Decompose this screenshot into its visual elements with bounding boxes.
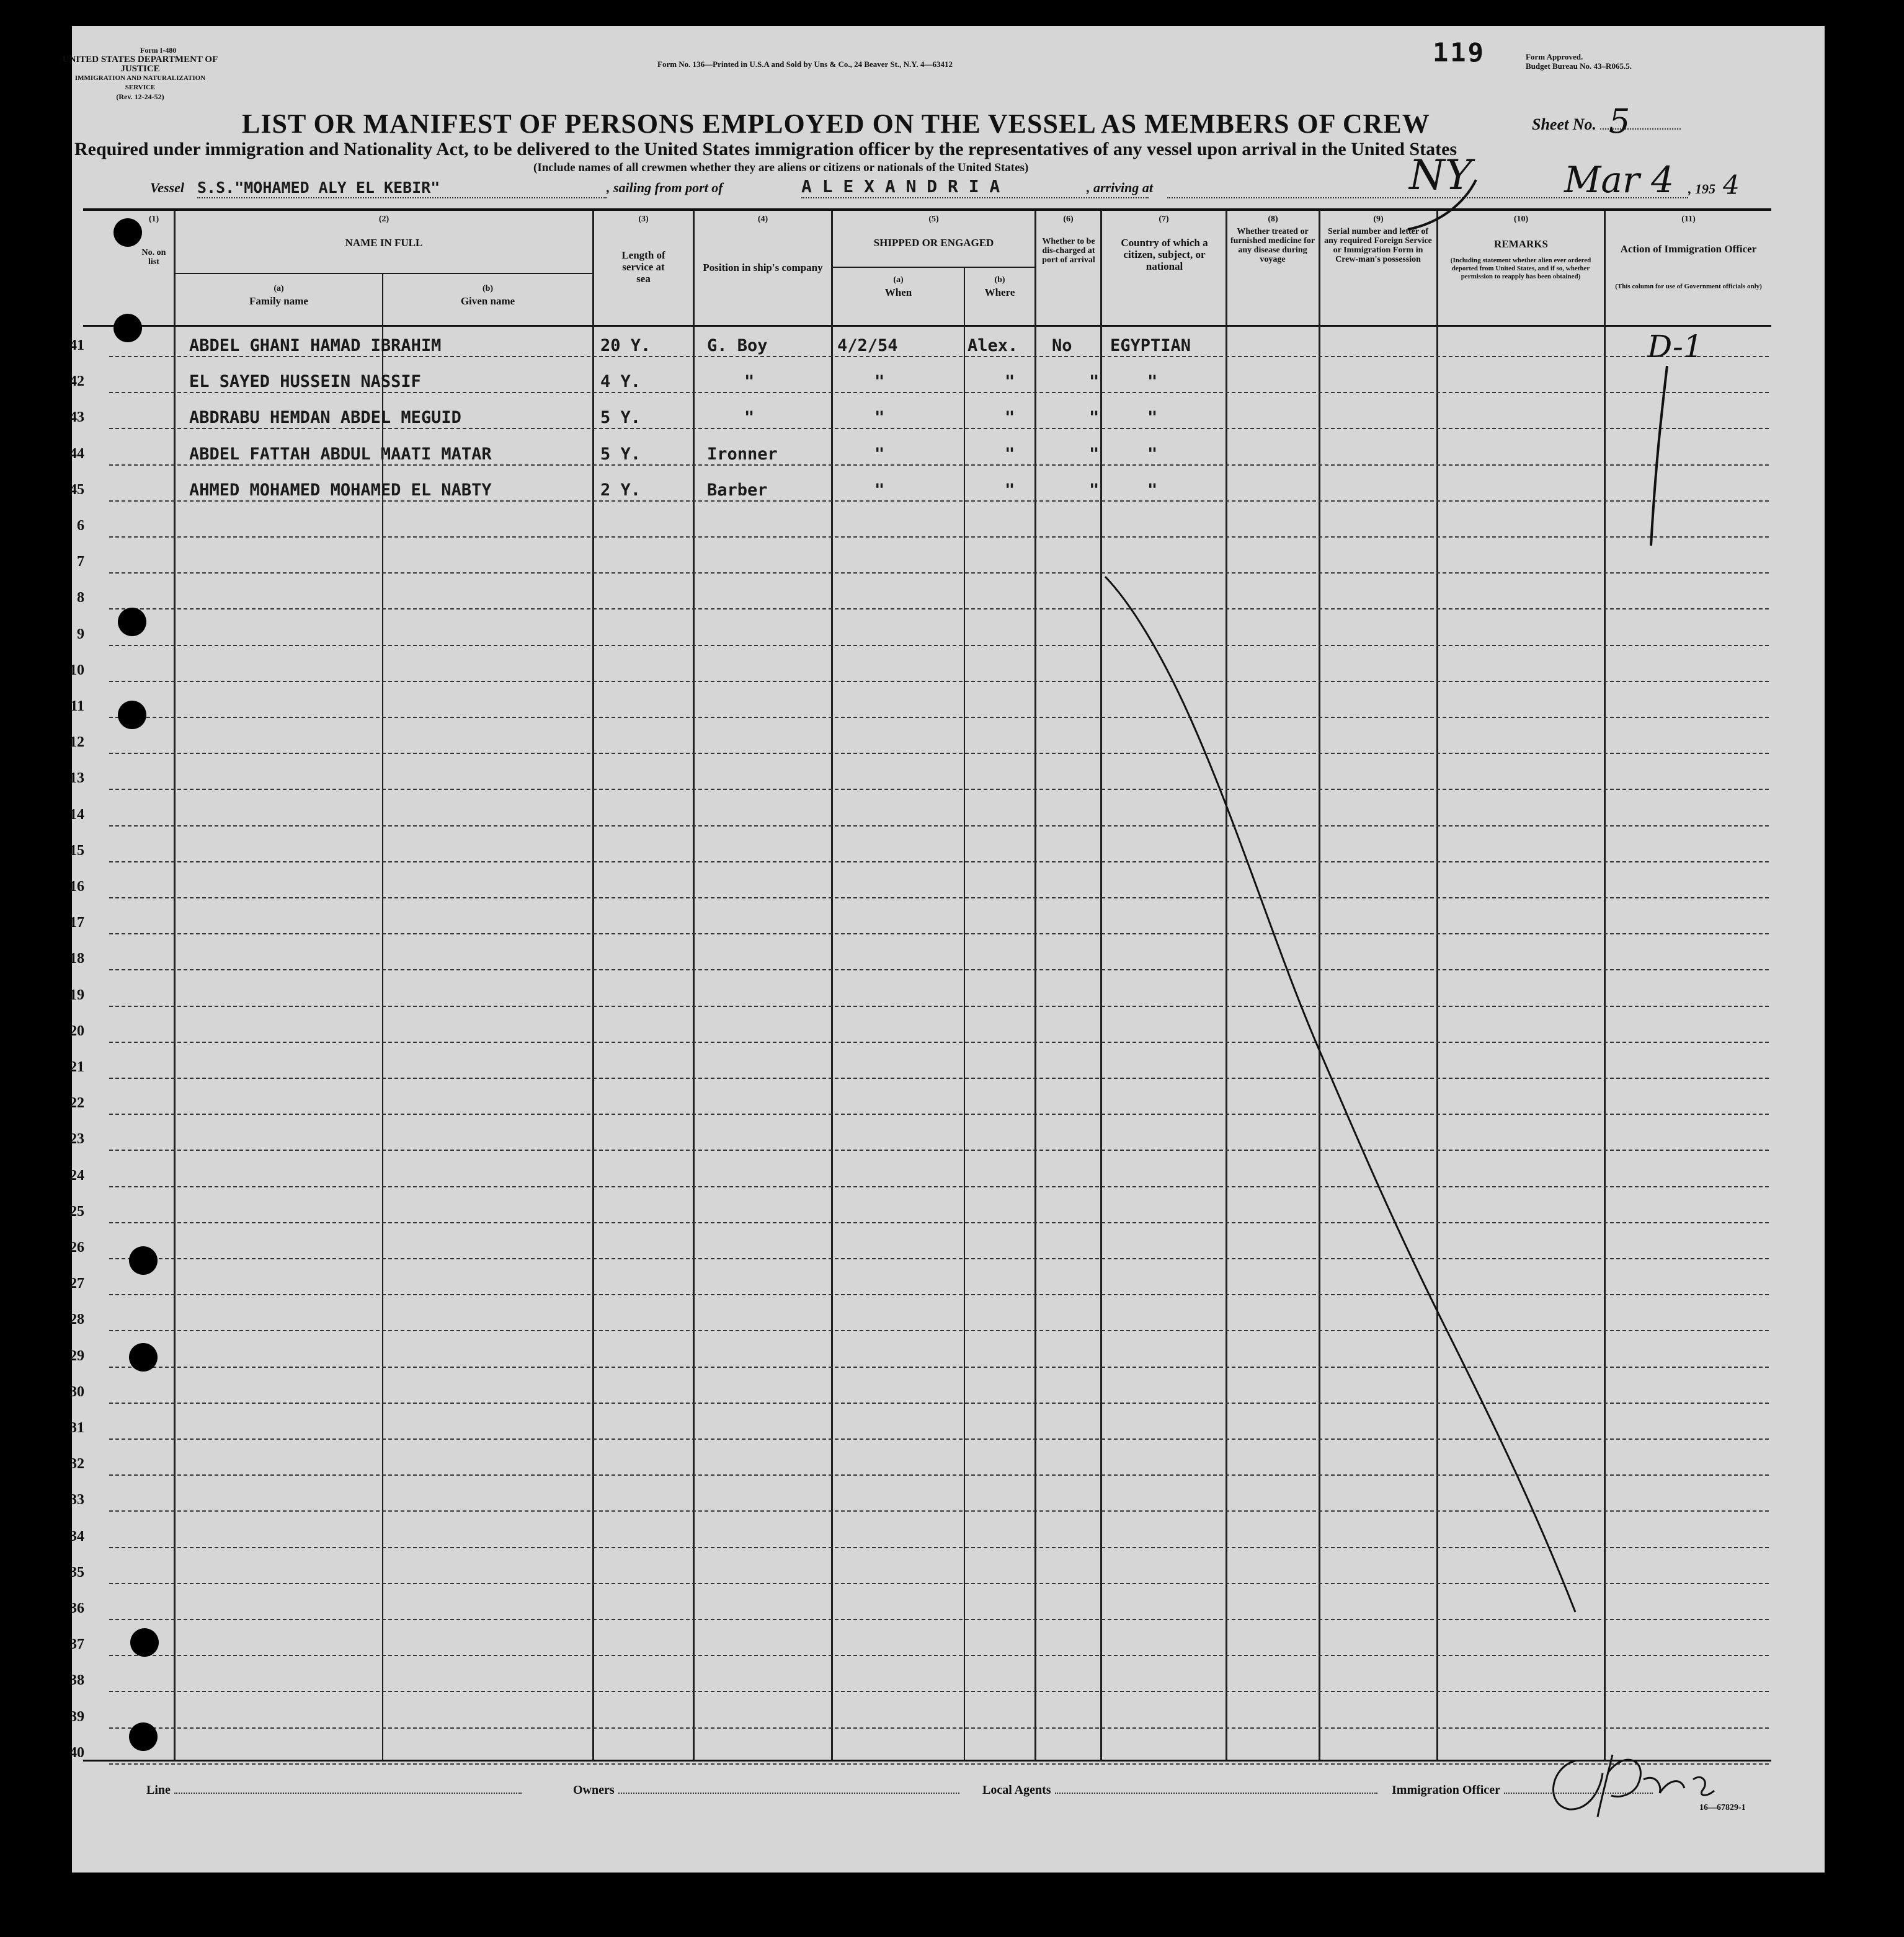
row-rule-line bbox=[109, 500, 1769, 502]
col-11-subnote: (This column for use of Government officials only) bbox=[1615, 283, 1762, 290]
col-5b-header: Where bbox=[984, 286, 1015, 298]
row-number: 14 bbox=[69, 806, 84, 823]
engaged-where: " bbox=[1005, 408, 1015, 428]
arrival-date: Mar 4 bbox=[1564, 159, 1675, 201]
row-number: 33 bbox=[69, 1492, 84, 1509]
sheet-number-field bbox=[1532, 102, 1730, 141]
punch-hole bbox=[129, 1722, 158, 1751]
row-number: 31 bbox=[69, 1420, 84, 1436]
service-length: 5 Y. bbox=[600, 408, 641, 428]
col-7-number: (7) bbox=[1159, 215, 1169, 224]
discharged-flag: " bbox=[1089, 480, 1100, 500]
crew-name: ABDEL FATTAH ABDUL MAATI MATAR bbox=[189, 444, 492, 464]
row-number: 44 bbox=[69, 445, 84, 462]
form-code: 16—67829-1 bbox=[1699, 1803, 1746, 1812]
row-rule-line bbox=[109, 1727, 1769, 1729]
legal-requirement: Required under immigration and Nationality Act, to be delivered to the United States immigration officer by the representatives of any vessel upon arrival in the United States bbox=[74, 139, 1457, 159]
col-6-header: Whether to be dis-charged at port of arrival bbox=[1042, 237, 1095, 265]
col-2-header: NAME IN FULL bbox=[345, 237, 423, 249]
service-length: 5 Y. bbox=[600, 444, 641, 464]
row-number: 21 bbox=[69, 1059, 84, 1075]
row-number: 11 bbox=[70, 698, 84, 714]
col-4-number: (4) bbox=[757, 215, 768, 224]
col-2-number: (2) bbox=[378, 215, 389, 224]
col-7-header: Country of which a citizen, subject, or national bbox=[1121, 237, 1208, 272]
crew-name: EL SAYED HUSSEIN NASSIF bbox=[189, 372, 421, 392]
year-prefix: , 195 bbox=[1688, 181, 1715, 197]
row-number: 6 bbox=[77, 518, 84, 534]
row-number: 30 bbox=[69, 1383, 84, 1400]
footer-owners-field bbox=[573, 1783, 959, 1797]
col-1-number: (1) bbox=[148, 215, 159, 224]
citizenship-country: " bbox=[1147, 480, 1158, 500]
row-number: 22 bbox=[69, 1095, 84, 1112]
row-number: 16 bbox=[69, 879, 84, 895]
crew-name: AHMED MOHAMED MOHAMED EL NABTY bbox=[189, 480, 492, 500]
action-ditto-stroke bbox=[1637, 360, 1675, 558]
immigration-action: D-1 bbox=[1647, 329, 1703, 365]
row-number: 9 bbox=[77, 626, 84, 642]
col-10-subnote: (Including statement whether alien ever ordered deported from United States, and if so, whether permission to reapply has been obtained) bbox=[1450, 257, 1591, 280]
col-5b-number: (b) bbox=[994, 275, 1005, 285]
row-number: 43 bbox=[69, 409, 84, 426]
row-rule-line bbox=[109, 1655, 1769, 1656]
line-label: Line bbox=[146, 1783, 171, 1797]
col-5-number: (5) bbox=[928, 215, 939, 224]
engaged-when: " bbox=[874, 408, 885, 428]
col-3-header: Length of service at sea bbox=[621, 249, 665, 285]
punch-hole bbox=[118, 701, 146, 729]
row-number: 41 bbox=[69, 337, 84, 353]
citizenship-country: " bbox=[1147, 444, 1158, 464]
budget-approval bbox=[1526, 52, 1730, 71]
col-4-header: Position in ship's company bbox=[703, 262, 823, 273]
citizenship-country: " bbox=[1147, 408, 1158, 428]
col-11-header: Action of Immigration Officer bbox=[1620, 243, 1757, 255]
row-number: 29 bbox=[69, 1347, 84, 1364]
printer-line: Form No. 136—Printed in U.S.A and Sold by Uns & Co., 24 Beaver St., N.Y. 4—63412 bbox=[657, 60, 953, 69]
approval-line-1: Form Approved. bbox=[1526, 52, 1583, 61]
punch-hole bbox=[113, 218, 142, 247]
arriving-label: , arriving at bbox=[1087, 180, 1153, 195]
discharged-flag: " bbox=[1089, 444, 1100, 464]
page-number: 119 bbox=[1433, 37, 1485, 68]
col-2b-header: Given name bbox=[460, 295, 515, 307]
row-number: 37 bbox=[69, 1636, 84, 1653]
ship-position: Barber bbox=[707, 480, 768, 500]
row-number: 27 bbox=[69, 1275, 84, 1292]
sailing-label: , sailing from port of bbox=[607, 180, 723, 195]
row-number: 18 bbox=[69, 951, 84, 967]
row-number: 17 bbox=[69, 915, 84, 931]
col-8-number: (8) bbox=[1268, 215, 1278, 224]
col-5a-number: (a) bbox=[893, 275, 904, 285]
punch-hole bbox=[129, 1343, 158, 1372]
engaged-where: " bbox=[1005, 480, 1015, 500]
row-number: 28 bbox=[69, 1311, 84, 1328]
approval-line-2: Budget Bureau No. 43–R065.5. bbox=[1526, 61, 1632, 71]
footer-agents-field bbox=[982, 1783, 1377, 1797]
col-2a-number: (a) bbox=[274, 284, 284, 293]
service-length: 2 Y. bbox=[600, 480, 641, 500]
punch-hole bbox=[118, 608, 146, 636]
row-number: 19 bbox=[69, 986, 84, 1003]
col-2a-header: Family name bbox=[249, 295, 308, 307]
sheet-label: Sheet No. bbox=[1532, 115, 1596, 133]
row-number: 10 bbox=[69, 662, 84, 678]
row-number: 20 bbox=[69, 1022, 84, 1039]
row-number: 32 bbox=[69, 1456, 84, 1473]
engaged-where: " bbox=[1005, 372, 1015, 392]
arrival-handwriting-tail bbox=[1389, 167, 1488, 242]
inclusion-note: (Include names of all crewmen whether they are aliens or citizens or nationals of the United States) bbox=[533, 161, 1029, 174]
owners-label: Owners bbox=[573, 1783, 615, 1797]
engaged-when: " bbox=[874, 372, 885, 392]
row-number: 26 bbox=[69, 1239, 84, 1256]
col-11-number: (11) bbox=[1681, 215, 1696, 224]
col-5a-header: When bbox=[884, 286, 912, 298]
row-number: 35 bbox=[69, 1564, 84, 1580]
row-number: 40 bbox=[69, 1744, 84, 1761]
departure-port: A L E X A N D R I A bbox=[801, 176, 1000, 197]
row-number: 36 bbox=[69, 1600, 84, 1616]
citizenship-country: " bbox=[1147, 372, 1158, 392]
sheet-number: 5 bbox=[1609, 102, 1630, 141]
row-number: 42 bbox=[69, 373, 84, 390]
row-number: 15 bbox=[69, 842, 84, 859]
row-number: 8 bbox=[77, 590, 84, 606]
vessel-label: Vessel bbox=[150, 180, 184, 195]
footer-line-field bbox=[146, 1783, 522, 1797]
col-10-number: (10) bbox=[1513, 215, 1529, 224]
page-title: LIST OR MANIFEST OF PERSONS EMPLOYED ON THE VESSEL AS MEMBERS OF CREW bbox=[242, 109, 1430, 139]
engaged-when: " bbox=[874, 480, 885, 500]
form-number: Form I-480 bbox=[140, 46, 177, 55]
row-number: 25 bbox=[69, 1203, 84, 1220]
col-3-number: (3) bbox=[638, 215, 649, 224]
row-rule-line bbox=[109, 464, 1769, 466]
department-name: UNITED STATES DEPARTMENT OF JUSTICE bbox=[62, 55, 218, 74]
ship-position: G. Boy bbox=[707, 336, 768, 355]
engaged-when: 4/2/54 bbox=[837, 336, 898, 355]
row-rule-line bbox=[109, 536, 1769, 538]
diagonal-line-mark bbox=[1098, 570, 1594, 1625]
service-length: 20 Y. bbox=[600, 336, 651, 355]
agency-header bbox=[60, 46, 221, 102]
engaged-where: Alex. bbox=[968, 336, 1018, 355]
vessel-name: S.S."MOHAMED ALY EL KEBIR" bbox=[197, 179, 440, 197]
row-rule-line bbox=[109, 356, 1769, 357]
row-number: 39 bbox=[69, 1708, 84, 1725]
row-number: 7 bbox=[77, 554, 84, 570]
col-8-header: Whether treated or furnished medicine for any disease during voyage bbox=[1230, 227, 1315, 264]
col-9-header: Serial number and letter of any required Foreign Service or Immigration Form in Crew-man's possession bbox=[1324, 227, 1432, 264]
col-6-number: (6) bbox=[1063, 215, 1074, 224]
citizenship-country: EGYPTIAN bbox=[1110, 336, 1191, 355]
discharged-flag: No bbox=[1052, 336, 1072, 355]
punch-hole bbox=[130, 1628, 159, 1657]
punch-hole bbox=[113, 314, 142, 342]
discharged-flag: " bbox=[1089, 372, 1100, 392]
crew-name: ABDEL GHANI HAMAD IBRAHIM bbox=[189, 336, 442, 355]
row-number: 38 bbox=[69, 1672, 84, 1689]
service-name: IMMIGRATION AND NATURALIZATION SERVICE bbox=[74, 74, 206, 91]
engaged-where: " bbox=[1005, 444, 1015, 464]
col-5-header: SHIPPED OR ENGAGED bbox=[873, 237, 994, 249]
row-rule-line bbox=[109, 392, 1769, 393]
crew-name: ABDRABU HEMDAN ABDEL MEGUID bbox=[189, 408, 461, 428]
row-number: 24 bbox=[69, 1167, 84, 1184]
revision-date: (Rev. 12-24-52) bbox=[116, 92, 164, 101]
discharged-flag: " bbox=[1089, 408, 1100, 428]
row-rule-line bbox=[109, 1763, 1769, 1765]
ship-position: " bbox=[744, 372, 755, 392]
immigration-officer-label: Immigration Officer bbox=[1392, 1783, 1500, 1797]
col-9-number: (9) bbox=[1373, 215, 1384, 224]
col-1-header: No. on list bbox=[141, 248, 166, 267]
ship-position: Ironner bbox=[707, 444, 778, 464]
row-number: 45 bbox=[69, 481, 84, 498]
row-number: 23 bbox=[69, 1131, 84, 1148]
col-2b-number: (b) bbox=[482, 284, 494, 293]
year-digit: 4 bbox=[1723, 170, 1740, 200]
arrival-port: NY bbox=[1409, 151, 1472, 199]
engaged-when: " bbox=[874, 444, 885, 464]
local-agents-label: Local Agents bbox=[982, 1783, 1051, 1797]
ship-position: " bbox=[744, 408, 755, 428]
row-number: 13 bbox=[69, 770, 84, 787]
service-length: 4 Y. bbox=[600, 372, 641, 392]
row-number: 12 bbox=[69, 734, 84, 751]
punch-hole bbox=[129, 1246, 158, 1275]
row-rule-line bbox=[109, 1691, 1769, 1692]
row-rule-line bbox=[109, 428, 1769, 429]
row-number: 34 bbox=[69, 1528, 84, 1545]
col-10-header: REMARKS bbox=[1494, 238, 1548, 250]
